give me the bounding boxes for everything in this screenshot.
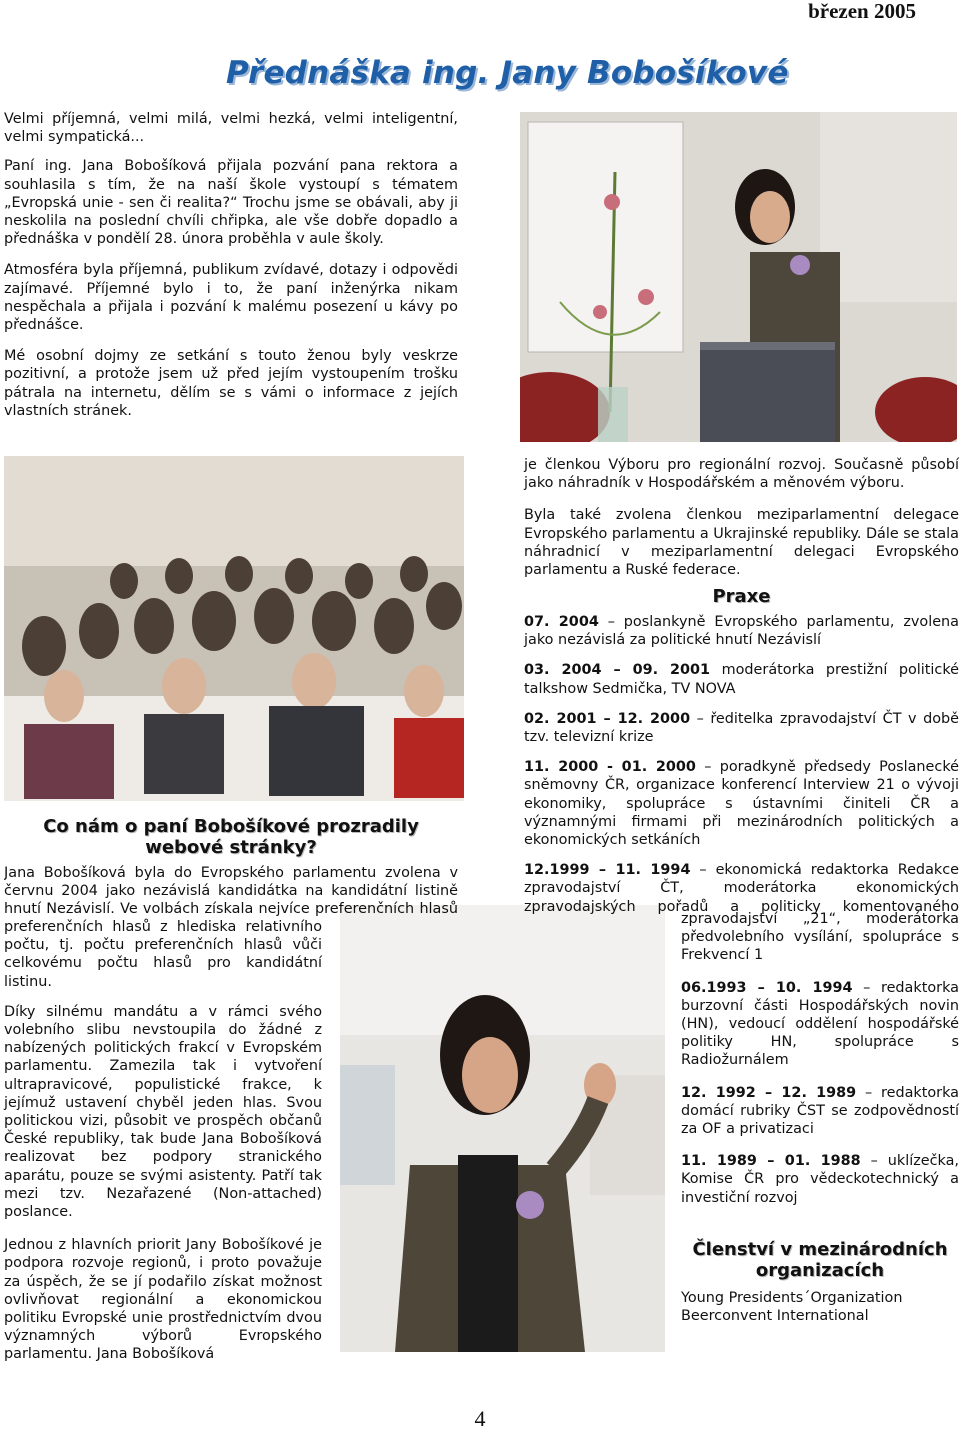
praxe-list-narrow xyxy=(681,910,959,1218)
praxe-entry: 06.1993 – 10. 1994 – redaktorka burzovní části Hospodářských novin (HN), vedoucí oddělení hospodářské politiky HN, spolupráce s Radiožurnálem xyxy=(681,979,959,1069)
article-title: Přednáška ing. Jany Bobošíkové xyxy=(226,55,789,91)
audience-photo xyxy=(4,456,464,801)
membership-item: Beerconvent International xyxy=(681,1308,869,1325)
issue-date: březen 2005 xyxy=(808,0,916,23)
web-paragraph: Jana Bobošíková byla do Evropského parlamentu zvolena v červnu 2004 jako nezávislá kandidátka na kandidátní listině hnutí Nezávislí. Ve volbách získala nejvíce preferenčních hlasů xyxy=(4,865,458,918)
intro-paragraph: Mé osobní dojmy ze setkání s touto ženou byly veskrze pozitivní, a protože jsem už před jejím vystoupením trošku pátrala na internetu, dělím se s vámi o informace z jejích vlastních stránek. xyxy=(4,348,458,419)
membership-item: Young Presidents´Organization xyxy=(681,1290,903,1306)
praxe-entry: 12. 1992 – 12. 1989 – redaktorka domácí rubriky ČST se zodpovědností za OF a privatizaci xyxy=(681,1084,959,1138)
praxe-entry: 07. 2004 – poslankyně Evropského parlamentu, zvolena jako nezávislá za politické hnutí Nezávislí xyxy=(524,614,959,649)
praxe-date: 02. 2001 – 12. 2000 xyxy=(524,710,691,727)
praxe-entry: 02. 2001 – 12. 2000 – ředitelka zpravodajství ČT v době tzv. televizní krize xyxy=(524,710,959,746)
praxe-text: redaktorka burzovní části Hospodářských novin (HN), vedoucí oddělení hospodářské politiky HN, spolupráce s Radiožurnálem xyxy=(681,979,959,1069)
praxe-date: 03. 2004 – 09. 2001 xyxy=(524,662,711,679)
praxe-date: 11. 2000 - 01. 2000 xyxy=(524,759,696,776)
praxe-date: 12.1999 – 11. 1994 xyxy=(524,862,691,879)
web-paragraph-continued xyxy=(4,918,322,991)
praxe-date: 06.1993 – 10. 1994 xyxy=(681,979,853,996)
web-paragraph: Díky silnému mandátu a v rámci svého volebního slibu nevstoupila do žádné z nabízených politických frakcí v Evropském parlamentu. Zamezila tak i vytvoření ultrapravicové, populistické frakce, k jejímuž ustavení chyběl jeden hlas. Svou politickou vizi, působit ve prospěch občanů České republiky, tak bude Jana Bobošíková realizovat bez podpory stranického aparátu, pouze se svými asistenty. Patří tak mezi tzv. Nezařazené (Non-attached) poslance. xyxy=(4,1003,322,1221)
membership-heading: Členství v mezinárodních organizacích xyxy=(692,1239,948,1281)
web-text-column xyxy=(4,918,322,1375)
praxe-date: 07. 2004 xyxy=(524,614,599,630)
praxe-date: 12. 1992 – 12. 1989 xyxy=(681,1084,857,1101)
intro-paragraph: Paní ing. Jana Bobošíková přijala pozvání pana rektora a souhlasila s tím, že na naší škole vystoupí s tématem „Evropská unie - sen či realita?“ Trochu jsme se obávali, aby ji neskolila na poslední chvíli chřipka, ale vše dobře dopadlo a přednáška v pondělí 28. února proběhla v aule školy. xyxy=(4,158,458,248)
praxe-list-wide xyxy=(524,613,959,915)
intro-text xyxy=(4,110,458,431)
right-column-text xyxy=(524,456,959,590)
speaker-gesturing-photo xyxy=(340,905,665,1352)
intro-paragraph: Atmosféra byla příjemná, publikum zvídavé, dotazy i odpovědi zajímavé. Příjemné bylo i to, že paní inženýrka nikam nespěchala a přijala i pozvání k malému posezení u kávy po přednášce. xyxy=(4,262,458,334)
praxe-date: 11. 1989 – 01. 1988 xyxy=(681,1153,861,1170)
praxe-text: ředitelka zpravodajství ČT v době tzv. televizní krize xyxy=(524,710,959,746)
praxe-entry: 12.1999 – 11. 1994 – ekonomická redaktorka Redakce zpravodajství ČT, moderátorka ekonomických zpravodajských pořadů a politicky komentovaného xyxy=(524,861,959,915)
praxe-text: redaktorka domácí rubriky ČST se zodpovědností za OF a privatizaci xyxy=(681,1084,959,1138)
right-paragraph: Byla také zvolena členkou meziparlamentní delegace Evropského parlamentu a Ukrajinské republiky. Dále se stala náhradnicí v meziparlamentní delegaci Evropského parlamentu a Ruské federace. xyxy=(524,507,959,579)
intro-paragraph: Velmi příjemná, velmi milá, velmi hezká, velmi inteligentní, velmi sympatická... xyxy=(4,111,458,146)
praxe-text: uklízečka, Komise ČR pro vědeckotechnický a investiční rozvoj xyxy=(681,1153,959,1206)
page-number: 4 xyxy=(474,1406,486,1431)
right-paragraph: je členkou Výboru pro regionální rozvoj. Současně působí jako náhradník v Hospodářském a měnovém výboru. xyxy=(524,457,959,492)
praxe-entry-continued xyxy=(681,910,959,965)
web-paragraph: Jednou z hlavních priorit Jany Bobošíkové je podpora rozvoje regionů, i proto považuje za úspěch, že se jí podařilo získat možnost ovlivňovat regionální a ekonomickou politiku Evropské unie prostřednictvím dvou významných výborů Evropského parlamentu. Jana Bobošíková xyxy=(4,1237,322,1363)
praxe-text-tail: zpravodajství „21“, moderátorka předvolebního vysílání, spolupráce s Frekvencí 1 xyxy=(681,911,959,964)
praxe-text: moderátorka prestižní politické talkshow Sedmička, TV NOVA xyxy=(524,662,959,697)
web-paragraph-tail: preferenčních hlasů z hlediska relativního počtu, tj. počtu preferenčních hlasů vůči celkovému počtu hlasů pro kandidátní listinu. xyxy=(4,919,322,990)
praxe-text: poradkyně předsedy Poslanecké sněmovny ČR, organizace konferencí Interview 21 o vývoji ekonomiky, spolupráce s ústavními činiteli ČR a významnými firmami při mezinárodních politických a ekonomických setkáních xyxy=(524,759,959,849)
praxe-entry: 11. 2000 - 01. 2000 – poradkyně předsedy Poslanecké sněmovny ČR, organizace konferencí Interview 21 o vývoji ekonomiky, spolupráce s ústavními činiteli ČR a významnými firmami při mezinárodních politických a ekonomických setkáních xyxy=(524,759,959,849)
praxe-entry xyxy=(524,661,959,697)
praxe-text: poslankyně Evropského parlamentu, zvolena jako nezávislá za politické hnutí Nezávislí xyxy=(524,614,959,649)
praxe-entry: 11. 1989 – 01. 1988 – uklízečka, Komise ČR pro vědeckotechnický a investiční rozvoj xyxy=(681,1153,959,1206)
web-section-heading: Co nám o paní Bobošíkové prozradily webové stránky? xyxy=(43,816,419,858)
speaker-podium-photo xyxy=(520,112,957,442)
membership-list xyxy=(681,1289,959,1325)
praxe-text: ekonomická redaktorka Redakce zpravodajství ČT, moderátorka ekonomických zpravodajských pořadů a politicky komentovaného xyxy=(524,862,959,915)
praxe-heading: Praxe xyxy=(712,586,771,607)
